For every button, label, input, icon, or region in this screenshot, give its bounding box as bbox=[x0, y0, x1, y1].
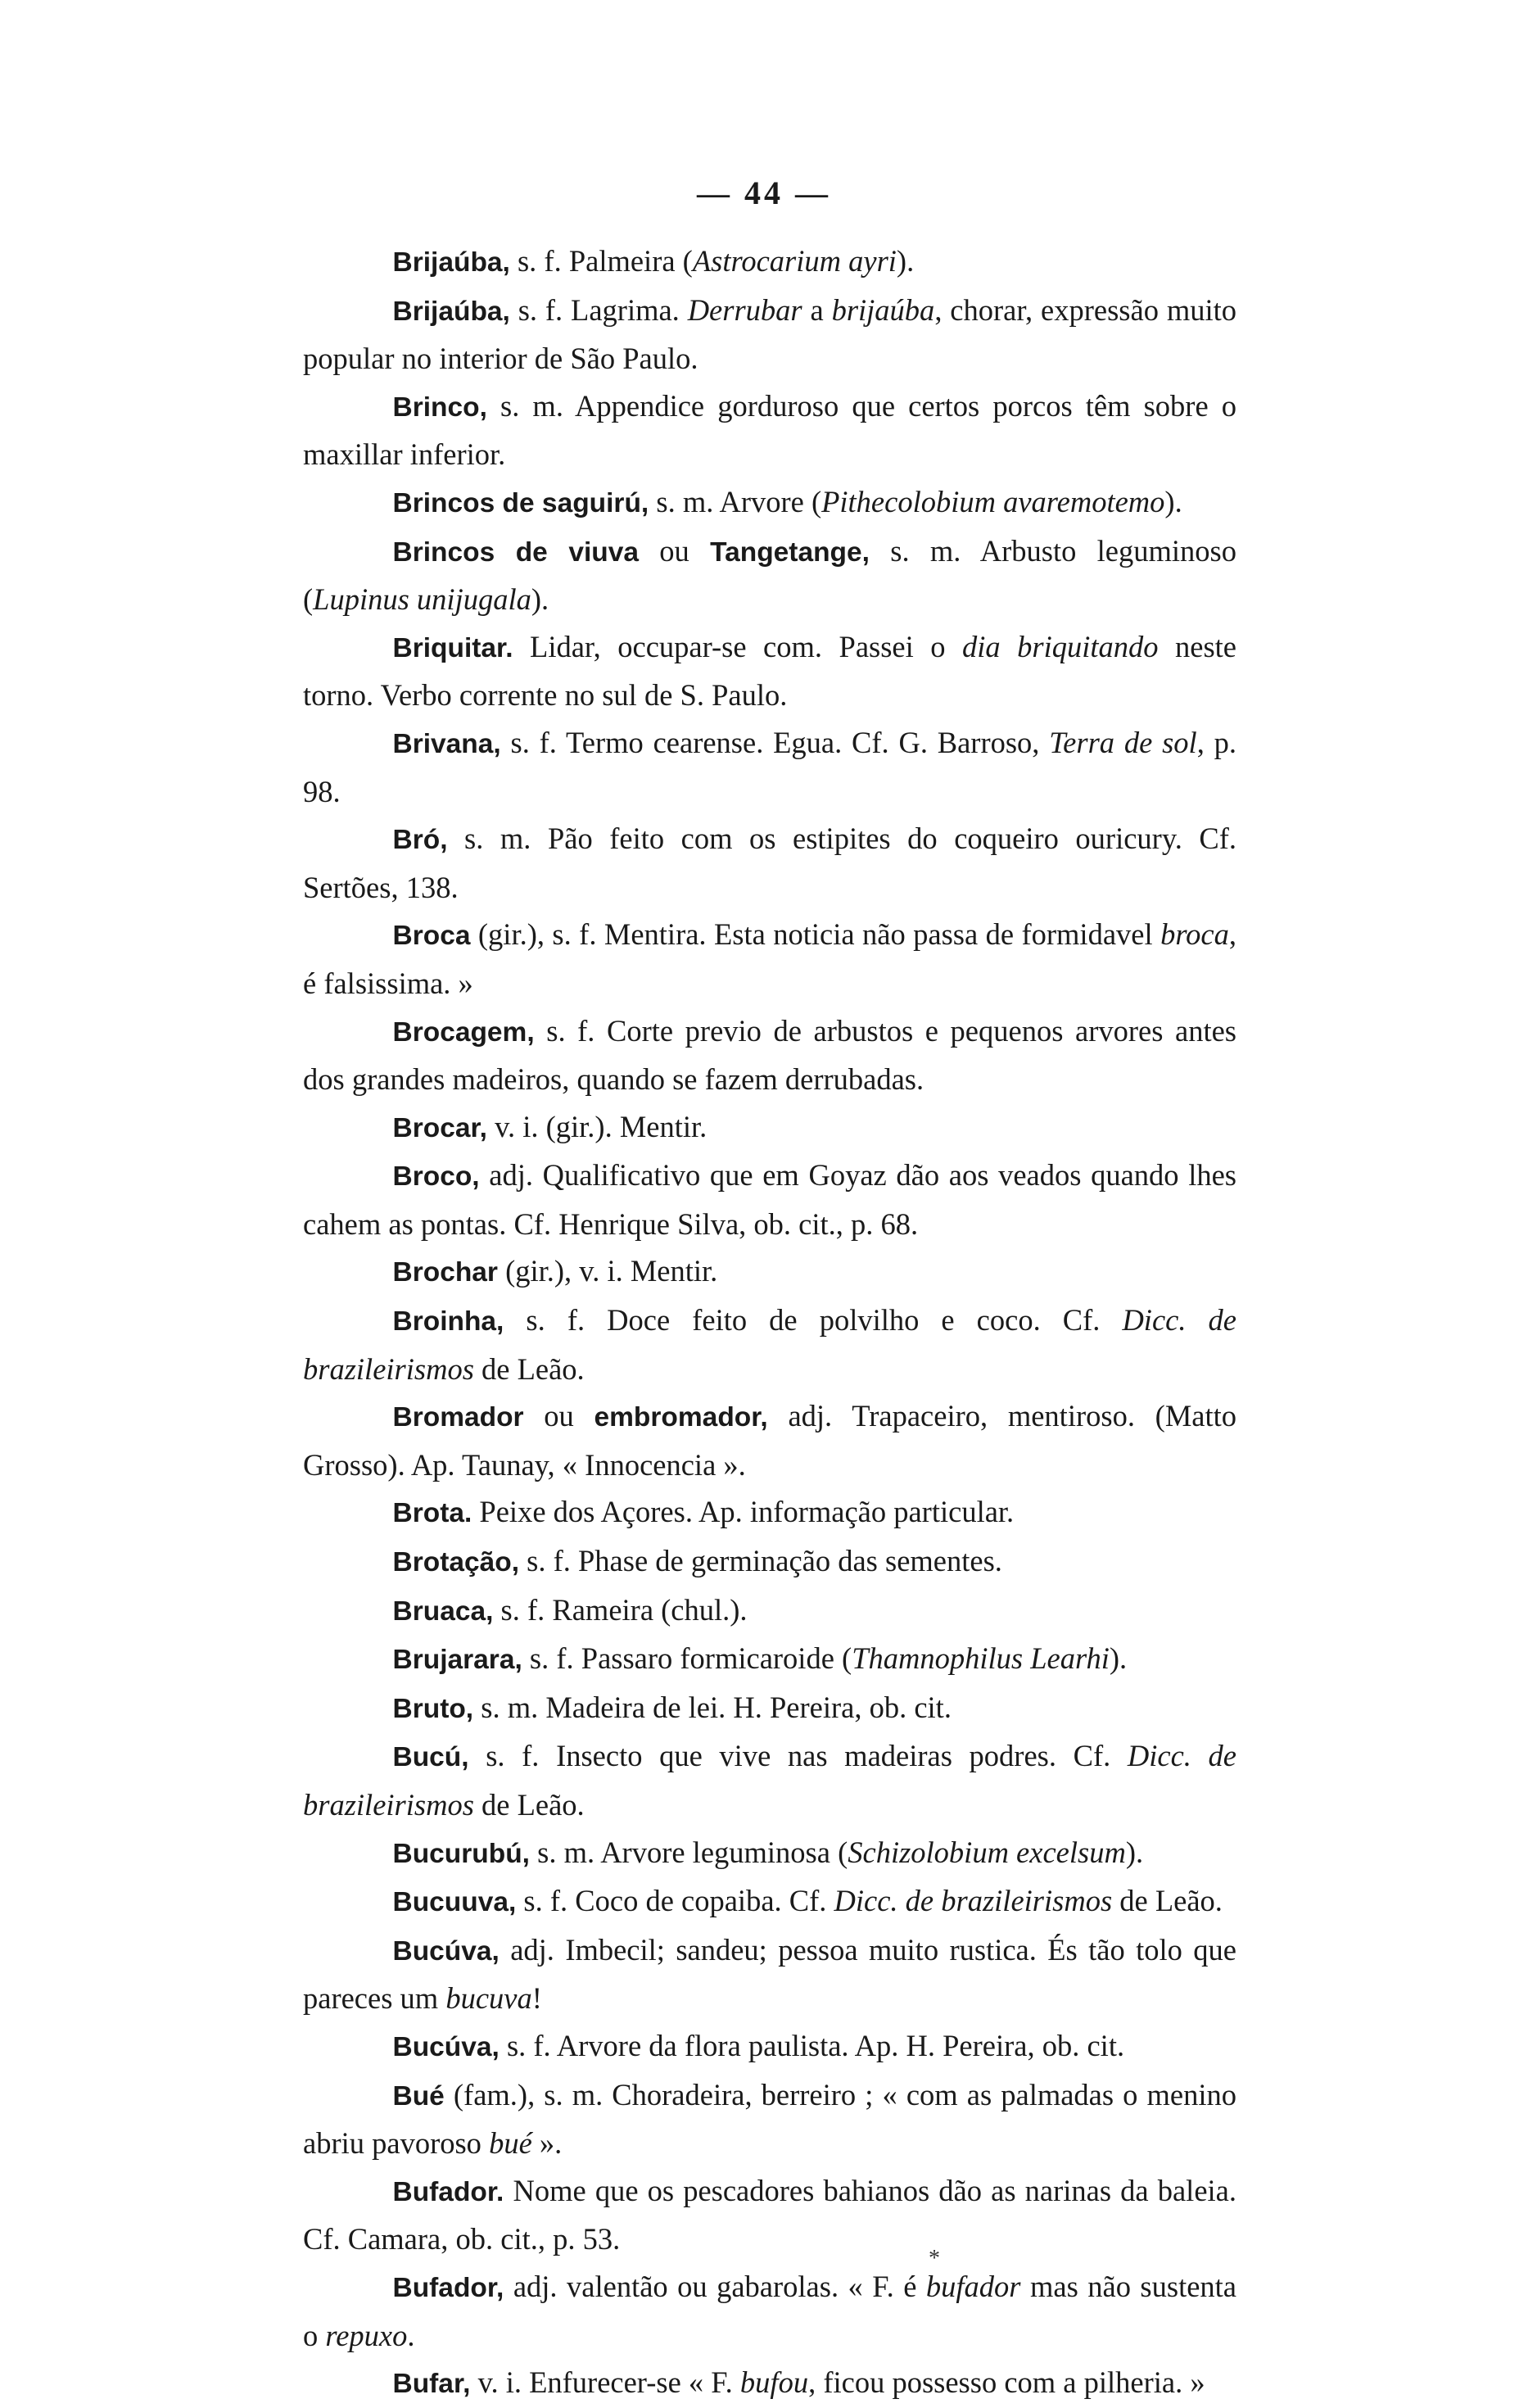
dictionary-entry: Bufar, v. i. Enfurecer-se « F. bufou, ficou possesso com a pilheria. » bbox=[392, 2365, 1205, 2400]
headword: Brijaúba, bbox=[392, 247, 510, 278]
dictionary-entry: Briquitar. Lidar, occupar-se com. Passei o dia briquitando neste torno. Verbo corrente no sul de S. Paulo. bbox=[303, 629, 1236, 713]
headword: Brocagem, bbox=[392, 1016, 535, 1048]
headword: Brotação, bbox=[392, 1547, 520, 1578]
headword: Broinha, bbox=[392, 1306, 504, 1338]
headword: Brincos de saguirú, bbox=[392, 487, 649, 518]
headword: Bufador. bbox=[392, 2176, 504, 2207]
dictionary-entry: Bucúva, s. f. Arvore da flora paulista. Ap. H. Pereira, ob. cit. bbox=[392, 2028, 1125, 2062]
dictionary-entry: Broinha, s. f. Doce feito de polvilho e coco. Cf. Dicc. de brazileirismos de Leão. bbox=[303, 1303, 1236, 1386]
dictionary-entry: Brujarara, s. f. Passaro formicaroide (Thamnophilus Learhi). bbox=[392, 1641, 1128, 1676]
dictionary-entry: Brocagem, s. f. Corte previo de arbustos e pequenos arvores antes dos grandes madeiros, quando se fazem derrubadas. bbox=[303, 1013, 1236, 1097]
headword: Brijaúba, bbox=[392, 296, 510, 327]
dictionary-entry: Bruaca, s. f. Rameira (chul.). bbox=[392, 1592, 748, 1627]
headword: Brujarara, bbox=[392, 1645, 522, 1676]
dictionary-entry: Bruto, s. m. Madeira de lei. H. Pereira, ob. cit. bbox=[392, 1690, 952, 1724]
headword: Brinco, bbox=[392, 392, 487, 423]
headword: Bucú, bbox=[392, 1742, 469, 1773]
headword: Brincos de viuva bbox=[392, 536, 639, 568]
footer-mark: * bbox=[929, 2246, 940, 2271]
headword: Brota. bbox=[392, 1498, 472, 1529]
headword: Bucúva, bbox=[392, 1935, 500, 1967]
dictionary-entry: Broca (gir.), s. f. Mentira. Esta noticia não passa de formidavel broca, é falsissima. » bbox=[303, 917, 1236, 1000]
dictionary-entry: Bué (fam.), s. m. Choradeira, berreiro ; « com as palmadas o menino abriu pavoroso bué ». bbox=[303, 2077, 1236, 2161]
headword: Bró, bbox=[392, 825, 448, 856]
dictionary-entry: Brochar (gir.), v. i. Mentir. bbox=[392, 1254, 718, 1288]
dictionary-entry: Bucuuva, s. f. Coco de copaiba. Cf. Dicc. de brazileirismos de Leão. bbox=[392, 1884, 1223, 1918]
headword: Bruto, bbox=[392, 1693, 474, 1724]
dictionary-entry: Brijaúba, s. f. Lagrima. Derrubar a brijaúba, chorar, expressão muito popular no interior de São Paulo. bbox=[303, 292, 1236, 376]
dictionary-entry: Broco, adj. Qualificativo que em Goyaz dão aos veados quando lhes cahem as pontas. Cf. Henrique Silva, ob. cit., p. 68. bbox=[303, 1158, 1236, 1241]
dictionary-entry: Bucú, s. f. Insecto que vive nas madeiras podres. Cf. Dicc. de brazileirismos de Leão. bbox=[303, 1739, 1236, 1822]
dictionary-entry: Bucurubú, s. m. Arvore leguminosa (Schizolobium excelsum). bbox=[392, 1835, 1144, 1869]
headword: Brocar, bbox=[392, 1112, 487, 1143]
dictionary-entry: Bucúva, adj. Imbecil; sandeu; pessoa muito rustica. És tão tolo que pareces um bucuva! bbox=[303, 1932, 1236, 2016]
headword: Briquitar. bbox=[392, 632, 513, 663]
headword: Bufador, bbox=[392, 2272, 504, 2303]
dictionary-entry: Brinco, s. m. Appendice gorduroso que certos porcos têm sobre o maxillar inferior. bbox=[303, 388, 1236, 472]
headword: Broco, bbox=[392, 1161, 480, 1193]
dictionary-entry: Bufador. Nome que os pescadores bahianos dão as narinas da baleia. Cf. Camara, ob. cit., p. 53. bbox=[303, 2173, 1236, 2256]
headword: embromador, bbox=[594, 1402, 768, 1433]
headword: Tangetange, bbox=[710, 536, 870, 568]
page-number-header: — 44 — bbox=[697, 174, 831, 211]
dictionary-entry: Bromador ou embromador, adj. Trapaceiro, mentiroso. (Matto Grosso). Ap. Taunay, « Innocencia ». bbox=[303, 1399, 1236, 1482]
dictionary-entry: Bró, s. m. Pão feito com os estipites do coqueiro ouricury. Cf. Sertões, 138. bbox=[303, 822, 1236, 904]
headword: Bué bbox=[392, 2080, 445, 2112]
headword: Broca bbox=[392, 921, 471, 952]
dictionary-entry: Brincos de viuva ou Tangetange, s. m. Arbusto leguminoso (Lupinus unijugala). bbox=[303, 533, 1236, 617]
dictionary-entry: Brivana, s. f. Termo cearense. Egua. Cf. G. Barroso, Terra de sol, p. 98. bbox=[303, 725, 1236, 808]
dictionary-entry: Brotação, s. f. Phase de germinação das sementes. bbox=[392, 1544, 1002, 1578]
dictionary-entry: Brijaúba, s. f. Palmeira (Astrocarium ayri). bbox=[392, 244, 915, 278]
headword: Bucuuva, bbox=[392, 1887, 517, 1918]
dictionary-entry: Brota. Peixe dos Açores. Ap. informação particular. bbox=[392, 1495, 1015, 1529]
headword: Bucúva, bbox=[392, 2031, 500, 2062]
dictionary-entry: Brocar, v. i. (gir.). Mentir. bbox=[392, 1109, 707, 1143]
dictionary-entry: Brincos de saguirú, s. m. Arvore (Pithecolobium avaremotemo). bbox=[392, 484, 1182, 518]
headword: Bromador bbox=[392, 1402, 524, 1433]
entry-list bbox=[303, 238, 1236, 2408]
headword: Bufar, bbox=[392, 2369, 471, 2400]
headword: Bruaca, bbox=[392, 1596, 494, 1627]
headword: Brivana, bbox=[392, 728, 501, 759]
dictionary-entry: Bufador, adj. valentão ou gabarolas. « F. é bufador mas não sustenta o repuxo. bbox=[303, 2269, 1237, 2352]
headword: Brochar bbox=[392, 1257, 498, 1288]
headword: Bucurubú, bbox=[392, 1838, 530, 1869]
